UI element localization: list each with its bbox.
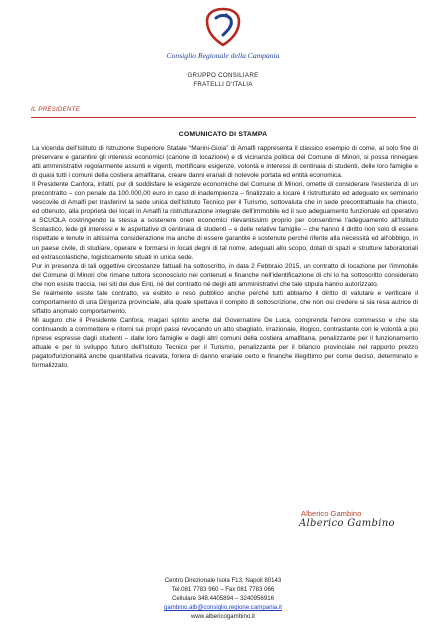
footer-address: Centro Direzionale Isola F13, Napoli 80143 [164,577,282,584]
signatory-name: Alberico Gambino [301,509,362,518]
header-divider [31,117,416,118]
office-label: IL PRESIDENTE [31,106,80,113]
organization-name: Consiglio Regionale della Campania [166,51,280,60]
group-name: FRATELLI D'ITALIA [193,81,253,88]
paragraph: Mi auguro che il Presidente Canfora, magari spinto anche dal Governatore De Luca, comprenda l'errore commesso e che sta continuando a commettere e ritorni sui propri passi revocando un atto sbagliato, irrazionale, illogico, contrastante con le volontà a più riprese espresse dagli studenti – dalle loro famiglie e dagli altri comuni della costiera amalfitana, penalizzante per il funzionamento attuale e per lo sviluppo futuro dell'Istituto Tecnico per il Turismo, penalizzante per il bilancio provinciale nel rapporto prezzo pagato/funzionalità anche quantitativa ricavata, foriera di danno erariale certo e finanche illegittimo per come deciso, determinato e formalizzato. [32,316,418,370]
footer-website-link[interactable]: www.albericogambino.it [190,613,255,620]
footer-email-link[interactable]: gambino.alb@consiglio.regione.campania.it [164,604,282,611]
footer-mobile: Cellulare 348.4405894 – 3240956916 [172,595,274,602]
footer-phone-fax: Tel.081 7783 960 – Fax 081 7783 066 [171,586,275,593]
paragraph: Se realmente esiste tale contratto, va esibito e reso pubblico anche perché tutti abbiamo il diritto di valutare e verificare il comportamento di una Dirigenza provinciale, alla quale spettava il compito di sottoscrizione, che non osi credere si sia resa autrice di siffatto anomalo comportamento. [32,289,418,315]
document-title: COMUNICATO DI STAMPA [178,131,268,138]
paragraph: Il Presidente Canfora, infatti, pur di soddisfare le esigenze economiche del Comune di Minori, omette di considerare l'esistenza di un precontratto – con penale da 100.000,00 euro in caso di inadempienza – finalizzato a locare il ristrutturato ed adeguato ex seminario vescovile di Amalfi per trasferirvi la sede unica dell'Istituto Tecnico per il Turismo, sottovaluta che in sede precontrattuale ha chiesto, ed ottenuto, alla proprietà dei locali in Amalfi la ristrutturazione integrale dell'immobile ed il suo adeguamento funzionale ed operativo a SCUOLA costringendo la stessa a sostenere oneri economici rilevantissimi proprio per consentirne l'adeguamento all'Istituto Scolastico, lede gli interessi e le aspettative di centinaia di studenti – e delle relative famiglie – che hanno il diritto non solo di essere rispettate e tenute in altissima considerazione ma anche di essere garantite e sostenute perché riferite alla necessità ed all'obbligo, in un paese civile, di studiare, operare e formarsi in locali degni di tal nome, adeguati allo scopo, dotati di spazi e strutture laboratoriali ed extrascolastiche, logisticamente situati in unica sede. [32,181,418,261]
paragraph: Pur in presenza di tali oggettive circostanze fattuali ha sottoscritto, in data 2 Febbraio 2015, un contratto di locazione per l'immobile del Comune di Minori che rimane tuttora sconosciuto nei contenuti e finanche nell'identificazione di chi lo ha sottoscritto considerato che non esiste traccia, nei siti dei due Enti, né del contratto né degli atti amministrativi che tale stipula hanno autorizzato. [32,262,418,288]
body-text [32,144,418,370]
paragraph: La vicenda dell'Istituto di Istruzione Superiore Statale “Marini-Gioia” di Amalfi rappresenta il classico esempio di come, al solo fine di preservare e garantire gli interessi economici (canone di locazione) e di vicinanza politica del Comune di Minori, si possa rinnegare atti amministrativi regolarmente assunti e vigenti, mortificare esigenze, volontà e interessi di centinaia di studenti, delle loro famiglie e di quasi tutti i comuni della costiera amalfitana, creare danni erariali di notevole portata ed entità economica. [32,145,418,180]
handwritten-signature: Alberico Gambino [299,518,395,529]
region-emblem-icon [196,5,250,49]
group-label: GRUPPO CONSILIARE [187,72,259,79]
